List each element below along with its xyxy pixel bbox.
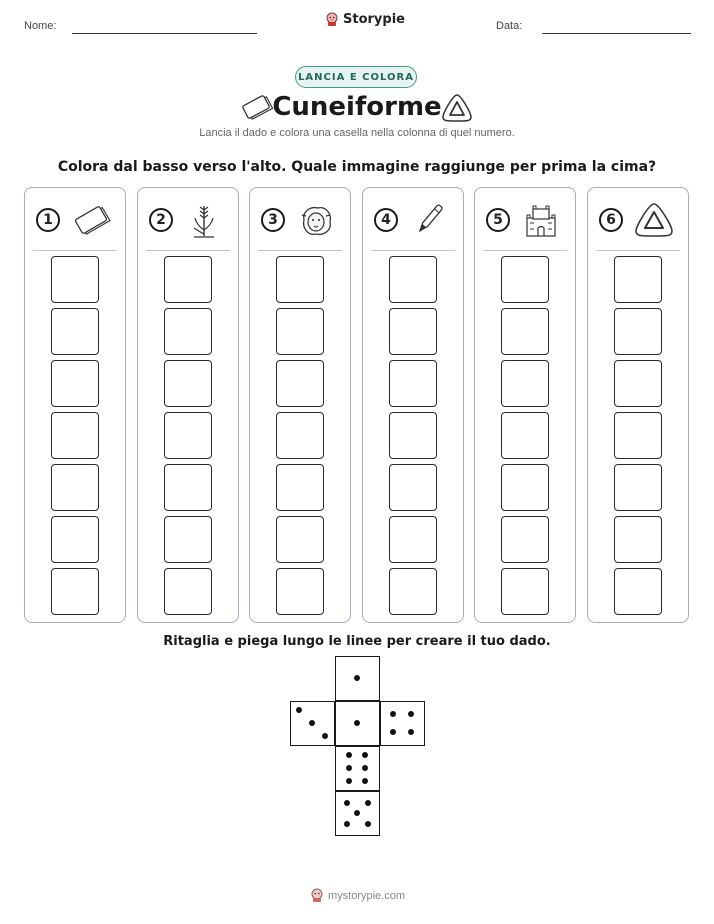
activity-badge: LANCIA E COLORA [295, 66, 417, 88]
column-6 [587, 187, 689, 623]
color-cell[interactable] [389, 568, 437, 615]
brand-logo [325, 12, 405, 27]
color-cell[interactable] [389, 516, 437, 563]
date-label: Data: [496, 20, 523, 32]
color-cell[interactable] [389, 308, 437, 355]
die-pip [346, 778, 352, 784]
color-cell[interactable] [164, 568, 212, 615]
footer-url: mystorypie.com [328, 889, 406, 902]
color-cell[interactable] [51, 308, 99, 355]
color-cell[interactable] [51, 412, 99, 459]
color-cell[interactable] [51, 256, 99, 303]
column-divider [258, 250, 342, 251]
color-cell[interactable] [164, 516, 212, 563]
column-5 [474, 187, 576, 623]
die-pip [354, 675, 360, 681]
color-cell[interactable] [501, 464, 549, 511]
color-cell[interactable] [614, 308, 662, 355]
color-cell[interactable] [501, 516, 549, 563]
column-divider [596, 250, 680, 251]
die-face-6 [335, 746, 380, 791]
color-cell[interactable] [614, 360, 662, 407]
die-face-5 [335, 791, 380, 836]
color-cell[interactable] [614, 568, 662, 615]
color-cell[interactable] [51, 360, 99, 407]
brand-name: Storypie [343, 12, 405, 27]
color-cell[interactable] [164, 256, 212, 303]
color-cell[interactable] [51, 464, 99, 511]
die-pip [354, 720, 360, 726]
color-cell[interactable] [501, 412, 549, 459]
color-cell[interactable] [501, 256, 549, 303]
reed-plant-icon [182, 200, 226, 240]
name-label: Nome: [24, 20, 57, 32]
die-pip [390, 711, 396, 717]
page-title: Cuneiforme [272, 92, 442, 122]
die-pip [354, 810, 360, 816]
stylus-icon [407, 200, 451, 240]
rounded-triangle-icon [440, 93, 474, 123]
color-cell[interactable] [276, 516, 324, 563]
die-pip [309, 720, 315, 726]
die-face-4 [380, 701, 425, 746]
color-cell[interactable] [276, 308, 324, 355]
column-divider [371, 250, 455, 251]
color-cell[interactable] [164, 360, 212, 407]
color-cell[interactable] [51, 568, 99, 615]
color-cell[interactable] [389, 256, 437, 303]
die-instruction: Ritaglia e piega lungo le linee per creare il tuo dado. [163, 634, 551, 649]
column-divider [146, 250, 230, 251]
question-text: Colora dal basso verso l'alto. Quale immagine raggiunge per prima la cima? [57, 159, 657, 175]
die-face-1 [335, 701, 380, 746]
pig-mascot-icon [310, 888, 324, 903]
die-pip [344, 821, 350, 827]
column-divider [33, 250, 117, 251]
color-cell[interactable] [501, 568, 549, 615]
column-2 [137, 187, 239, 623]
die-face-3 [290, 701, 335, 746]
die-face-1 [335, 656, 380, 701]
column-3 [249, 187, 351, 623]
column-1 [24, 187, 126, 623]
column-number: 3 [261, 208, 285, 232]
column-4 [362, 187, 464, 623]
die-pip [390, 729, 396, 735]
color-cell[interactable] [614, 412, 662, 459]
die-pip [344, 800, 350, 806]
die-pip [362, 765, 368, 771]
color-cell[interactable] [276, 568, 324, 615]
column-divider [483, 250, 567, 251]
column-number: 2 [149, 208, 173, 232]
ziggurat-temple-icon [519, 200, 563, 240]
die-pip [322, 733, 328, 739]
color-cell[interactable] [164, 464, 212, 511]
color-cell[interactable] [501, 360, 549, 407]
die-pip [362, 752, 368, 758]
column-number: 6 [599, 208, 623, 232]
footer [310, 888, 405, 903]
color-cell[interactable] [164, 412, 212, 459]
die-pip [365, 821, 371, 827]
instructions-text: Lancia il dado e colora una casella nella colonna di quel numero. [199, 127, 515, 139]
color-cell[interactable] [164, 308, 212, 355]
color-cell[interactable] [51, 516, 99, 563]
color-cell[interactable] [276, 360, 324, 407]
color-cell[interactable] [389, 464, 437, 511]
die-pip [362, 778, 368, 784]
column-number: 5 [486, 208, 510, 232]
name-line[interactable] [72, 33, 257, 34]
color-cell[interactable] [276, 464, 324, 511]
die-pip [296, 707, 302, 713]
clay-tablet-icon [69, 200, 113, 240]
color-cell[interactable] [389, 412, 437, 459]
column-number: 4 [374, 208, 398, 232]
sheep-icon [294, 200, 338, 240]
die-pip [346, 765, 352, 771]
die-pip [408, 711, 414, 717]
column-number: 1 [36, 208, 60, 232]
die-pip [365, 800, 371, 806]
color-cell[interactable] [614, 256, 662, 303]
color-cell[interactable] [389, 360, 437, 407]
rounded-triangle-icon [632, 200, 676, 240]
color-cell[interactable] [501, 308, 549, 355]
pig-mascot-icon [325, 12, 339, 27]
die-pip [408, 729, 414, 735]
color-cell[interactable] [276, 412, 324, 459]
color-cell[interactable] [614, 464, 662, 511]
color-cell[interactable] [614, 516, 662, 563]
color-cell[interactable] [276, 256, 324, 303]
date-line[interactable] [542, 33, 691, 34]
die-pip [346, 752, 352, 758]
